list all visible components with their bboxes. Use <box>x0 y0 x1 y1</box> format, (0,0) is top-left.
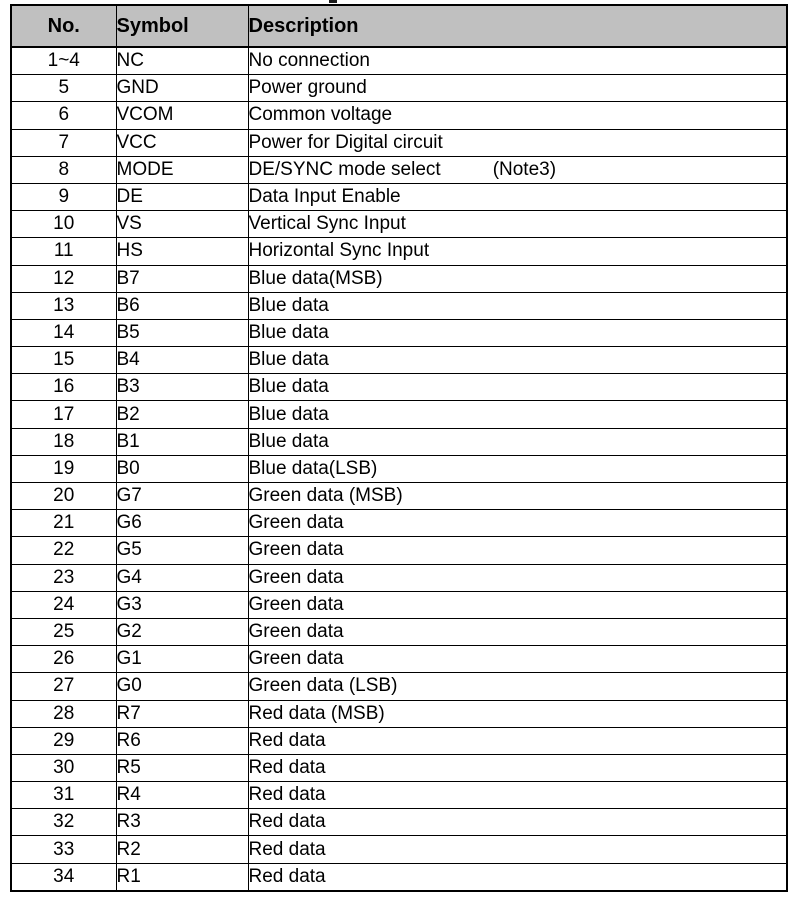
pin-description-cell <box>248 156 787 183</box>
table-row <box>11 564 787 591</box>
pin-description-cell <box>248 673 787 700</box>
pin-description-text: Power for Digital circuit <box>248 131 443 153</box>
pin-symbol-cell: R1 <box>116 863 248 891</box>
pin-number-cell: 17 <box>11 401 116 428</box>
table-body <box>11 47 787 891</box>
pin-symbol-cell: B3 <box>116 374 248 401</box>
pin-symbol-cell: VCC <box>116 129 248 156</box>
pin-description-cell <box>248 863 787 891</box>
pin-description-cell <box>248 455 787 482</box>
pin-description-cell <box>248 754 787 781</box>
pin-number-cell: 31 <box>11 782 116 809</box>
pin-description-text: Red data <box>248 729 326 751</box>
pin-description-cell <box>248 618 787 645</box>
pin-symbol-cell: R6 <box>116 727 248 754</box>
pin-symbol-cell: GND <box>116 75 248 102</box>
pin-number-cell: 12 <box>11 265 116 292</box>
cropped-text-fragment <box>329 0 337 3</box>
pin-symbol-cell: B2 <box>116 401 248 428</box>
pin-number-cell: 10 <box>11 211 116 238</box>
pin-description-text: Vertical Sync Input <box>248 213 406 235</box>
pin-description-cell <box>248 75 787 102</box>
table-row <box>11 727 787 754</box>
pin-description-text: Blue data <box>248 321 329 343</box>
table-row <box>11 75 787 102</box>
pin-description-text: Green data (LSB) <box>248 675 398 697</box>
pin-description-text: Blue data <box>248 349 329 371</box>
pin-symbol-cell: B4 <box>116 347 248 374</box>
pin-symbol-cell: VS <box>116 211 248 238</box>
pin-description-text: No connection <box>248 50 370 72</box>
pin-symbol-cell: G6 <box>116 510 248 537</box>
pin-description-cell <box>248 401 787 428</box>
pin-symbol-cell: NC <box>116 47 248 75</box>
pin-description-cell <box>248 47 787 75</box>
pin-symbol-cell: R7 <box>116 700 248 727</box>
pin-description-text: Green data (MSB) <box>248 485 403 507</box>
pin-description-cell <box>248 646 787 673</box>
pin-description-text: Red data <box>248 865 326 887</box>
pin-number-cell: 25 <box>11 618 116 645</box>
table-row <box>11 591 787 618</box>
pin-symbol-cell: G1 <box>116 646 248 673</box>
pin-symbol-cell: R4 <box>116 782 248 809</box>
pin-description-cell <box>248 292 787 319</box>
table-row <box>11 347 787 374</box>
pin-description-text: Green data <box>248 593 344 615</box>
pin-description-text: Red data <box>248 756 326 778</box>
table-row <box>11 292 787 319</box>
table-row <box>11 374 787 401</box>
pin-number-cell: 8 <box>11 156 116 183</box>
pin-description-cell <box>248 428 787 455</box>
pin-symbol-cell: DE <box>116 183 248 210</box>
pin-description-cell <box>248 211 787 238</box>
pin-number-cell: 5 <box>11 75 116 102</box>
pin-symbol-cell: R2 <box>116 836 248 863</box>
table-row <box>11 646 787 673</box>
pin-description-text: Blue data <box>248 376 329 398</box>
pin-number-cell: 26 <box>11 646 116 673</box>
table-row <box>11 863 787 891</box>
pin-symbol-cell: HS <box>116 238 248 265</box>
pin-symbol-cell: G3 <box>116 591 248 618</box>
table-row <box>11 483 787 510</box>
pin-symbol-cell: G5 <box>116 537 248 564</box>
pin-description-cell <box>248 347 787 374</box>
pin-description-text: Red data <box>248 784 326 806</box>
pin-number-cell: 9 <box>11 183 116 210</box>
pin-description-cell <box>248 591 787 618</box>
column-header-symbol: Symbol <box>116 5 248 47</box>
pin-description-text: Green data <box>248 539 344 561</box>
pin-symbol-cell: B7 <box>116 265 248 292</box>
table-row <box>11 809 787 836</box>
pin-description-cell <box>248 782 787 809</box>
pin-number-cell: 13 <box>11 292 116 319</box>
pin-symbol-cell: B1 <box>116 428 248 455</box>
pin-description-text: Red data (MSB) <box>248 702 385 724</box>
pin-description-cell <box>248 483 787 510</box>
table-row <box>11 156 787 183</box>
pin-number-cell: 11 <box>11 238 116 265</box>
pin-description-cell <box>248 727 787 754</box>
pin-description-cell <box>248 238 787 265</box>
table-row <box>11 700 787 727</box>
column-header-no: No. <box>11 5 116 47</box>
pin-number-cell: 34 <box>11 863 116 891</box>
pin-description-cell <box>248 537 787 564</box>
pin-number-cell: 28 <box>11 700 116 727</box>
pin-description-text: DE/SYNC mode select <box>248 158 441 180</box>
pin-number-cell: 32 <box>11 809 116 836</box>
pin-number-cell: 14 <box>11 319 116 346</box>
pin-description-cell <box>248 809 787 836</box>
pin-number-cell: 21 <box>11 510 116 537</box>
note-label: (Note3) <box>492 158 557 180</box>
pin-description-cell <box>248 374 787 401</box>
table-row <box>11 782 787 809</box>
table-row <box>11 211 787 238</box>
pin-symbol-cell: B0 <box>116 455 248 482</box>
pin-number-cell: 33 <box>11 836 116 863</box>
pin-description-text: Blue data <box>248 294 329 316</box>
pin-number-cell: 27 <box>11 673 116 700</box>
pin-symbol-cell: G7 <box>116 483 248 510</box>
pin-number-cell: 22 <box>11 537 116 564</box>
pin-description-cell <box>248 564 787 591</box>
pin-description-cell <box>248 129 787 156</box>
pin-symbol-cell: VCOM <box>116 102 248 129</box>
pin-description-text: Green data <box>248 566 344 588</box>
pin-symbol-cell: MODE <box>116 156 248 183</box>
table-row <box>11 129 787 156</box>
table-row <box>11 428 787 455</box>
pin-description-cell <box>248 265 787 292</box>
pin-number-cell: 24 <box>11 591 116 618</box>
pin-description-table <box>10 4 788 892</box>
table-row <box>11 673 787 700</box>
table-row <box>11 265 787 292</box>
pin-description-cell <box>248 510 787 537</box>
pin-number-cell: 6 <box>11 102 116 129</box>
pin-description-cell <box>248 183 787 210</box>
pin-symbol-cell: G2 <box>116 618 248 645</box>
pin-number-cell: 7 <box>11 129 116 156</box>
pin-description-text: Red data <box>248 838 326 860</box>
pin-description-text: Data Input Enable <box>248 186 401 208</box>
table-row <box>11 319 787 346</box>
pin-description-cell <box>248 319 787 346</box>
table-row <box>11 510 787 537</box>
table-row <box>11 836 787 863</box>
pin-description-cell <box>248 836 787 863</box>
pin-number-cell: 20 <box>11 483 116 510</box>
pin-symbol-cell: R5 <box>116 754 248 781</box>
table-row <box>11 47 787 75</box>
pin-number-cell: 15 <box>11 347 116 374</box>
pin-number-cell: 30 <box>11 754 116 781</box>
pin-number-cell: 29 <box>11 727 116 754</box>
column-header-description: Description <box>248 5 787 47</box>
pin-symbol-cell: B5 <box>116 319 248 346</box>
pin-number-cell: 18 <box>11 428 116 455</box>
pin-description-text: Blue data(MSB) <box>248 267 383 289</box>
pin-number-cell: 1~4 <box>11 47 116 75</box>
table-row <box>11 754 787 781</box>
table-row <box>11 537 787 564</box>
pin-description-text: Horizontal Sync Input <box>248 240 430 262</box>
pin-description-cell <box>248 700 787 727</box>
pin-description-text: Red data <box>248 811 326 833</box>
pin-description-text: Green data <box>248 512 344 534</box>
pin-description-text: Blue data <box>248 403 329 425</box>
pin-description-text: Blue data(LSB) <box>248 457 378 479</box>
pin-symbol-cell: G0 <box>116 673 248 700</box>
pin-description-cell <box>248 102 787 129</box>
pin-description-text: Blue data <box>248 430 329 452</box>
pin-symbol-cell: G4 <box>116 564 248 591</box>
table-row <box>11 238 787 265</box>
pin-description-text: Green data <box>248 621 344 643</box>
table-row <box>11 183 787 210</box>
pin-description-text: Common voltage <box>248 104 393 126</box>
table-row <box>11 618 787 645</box>
table-row <box>11 401 787 428</box>
pin-number-cell: 23 <box>11 564 116 591</box>
pin-number-cell: 16 <box>11 374 116 401</box>
pin-description-text: Green data <box>248 648 344 670</box>
table-row <box>11 455 787 482</box>
pin-number-cell: 19 <box>11 455 116 482</box>
pin-symbol-cell: B6 <box>116 292 248 319</box>
table-header-row <box>11 5 787 47</box>
table-row <box>11 102 787 129</box>
pin-symbol-cell: R3 <box>116 809 248 836</box>
pin-description-text: Power ground <box>248 77 367 99</box>
